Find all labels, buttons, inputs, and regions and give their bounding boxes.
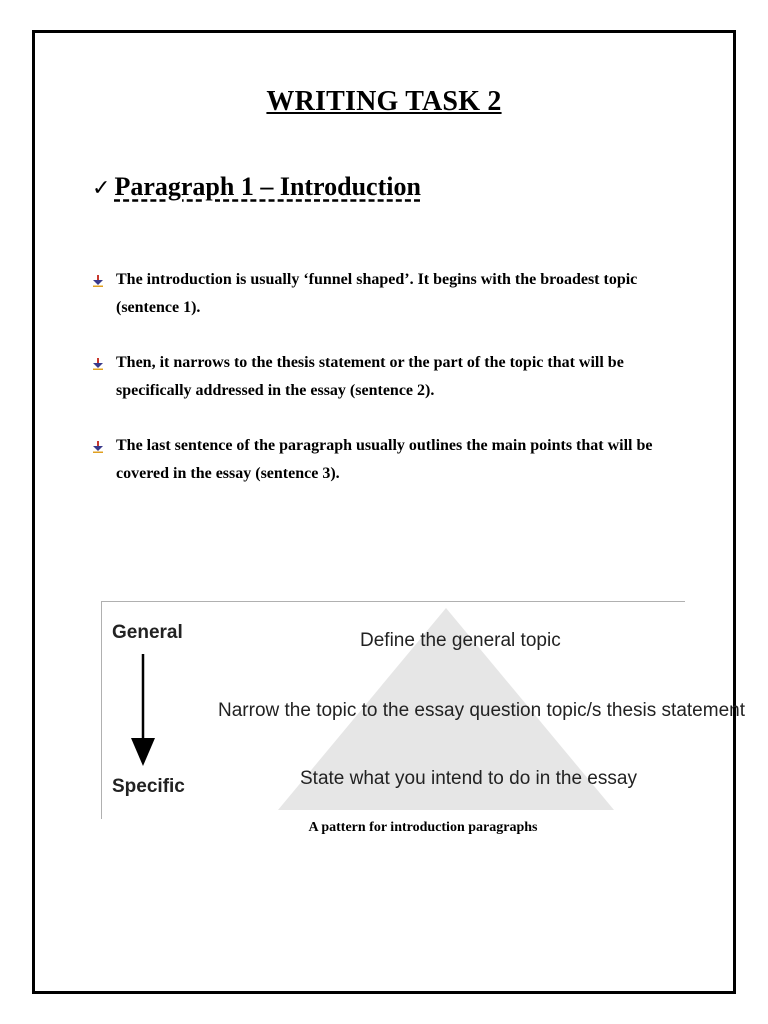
specific-label: Specific — [112, 776, 185, 797]
bullet-item — [92, 266, 682, 322]
arrow-down-bullet-icon — [92, 275, 104, 287]
bullet-item — [92, 349, 682, 405]
bullet-text: The last sentence of the paragraph usually outlines the main points that will be covered in the essay (sentence 3). — [116, 437, 653, 482]
bullet-text: Then, it narrows to the thesis statement or the part of the topic that will be specifically addressed in the essay (sentence 2). — [116, 354, 624, 399]
checkmark-icon: ✓ — [92, 176, 111, 201]
arrow-down-bullet-icon — [92, 441, 104, 453]
general-label: General — [112, 622, 183, 643]
funnel-step-1: Define the general topic — [360, 630, 561, 651]
diagram-caption: A pattern for introduction paragraphs — [308, 820, 538, 835]
bullet-text: The introduction is usually ‘funnel shaped’. It begins with the broadest topic (sentence 1). — [116, 271, 638, 316]
page-title: WRITING TASK 2 — [266, 86, 502, 117]
arrow-down-bullet-icon — [92, 358, 104, 370]
funnel-step-2: Narrow the topic to the essay question topic/s thesis statement — [218, 700, 745, 721]
section-heading — [92, 172, 421, 202]
funnel-diagram — [101, 601, 745, 819]
funnel-step-3: State what you intend to do in the essay — [300, 768, 637, 789]
bullet-list — [92, 266, 682, 515]
section-heading-text: Paragraph 1 – Introduction — [114, 172, 421, 201]
bullet-item — [92, 432, 682, 488]
down-arrow-icon — [131, 654, 155, 766]
